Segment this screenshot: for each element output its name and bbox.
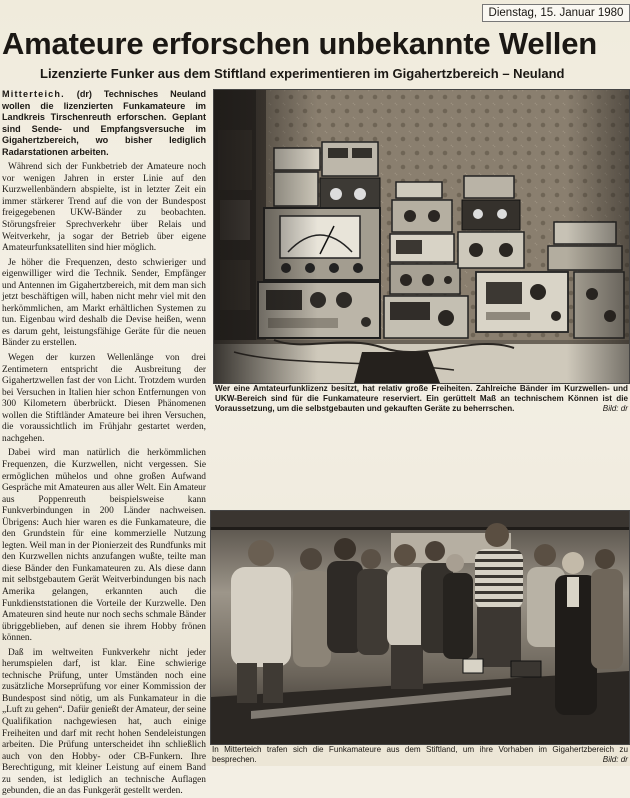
article-column (2, 89, 206, 797)
article-paragraph: Daß im weltweiten Funkverkehr nicht jeder herumspielen darf, ist klar. Eine schwierige technische Prüfung, unter Umständen noch eine zusätzliche Morseprüfung vor einer Kommission der Bundespost sind nötig, um als Funkamateur in die „Luft zu gehen“. Dafür genießt der Amateur, der seine Qualifikation nachgewiesen hat, auch einige Freiheiten und darf mit recht hohen Sendeleistungen arbeiten. Die Prüfung unterscheidet ihn schließlich auch von den Hobby- oder CB-Funkern. Ihre Berechtigung, mit kleiner Leistung auf einem Band zu senden, ist lediglich an technische Auflagen gebunden, die an das Funkgerät gestellt werden. (2, 647, 206, 797)
photo1-credit: Bild: dr (602, 404, 628, 413)
article-paragraph: Während sich der Funkbetrieb der Amateure noch vor wenigen Jahren in erster Linie auf den Kurzwellenbändern abspielte, ist in letzter Zeit ein immer stärkerer Trend auf die von der Bundespost freigegebenen UKW-Bänder zu beobachten. Störungsfreier Sprechverkehr über Relais und Weitverkehr, ja sogar der Betrieb über eigene Amateurfunksatelliten sind hier möglich. (2, 162, 206, 254)
photo2-caption (212, 745, 628, 765)
lead-text: (dr) Technisches Neuland wollen die lizenzierten Funkamateure im Landkreis Tirschenreuth erforschen. Geplant sind Sende- und Empfangsversuche im Gigahertzbereich, wo bisher lediglich Radarstationen arbeiten. (2, 89, 206, 157)
group-photo (210, 510, 630, 745)
article-paragraph: Je höher die Frequenzen, desto schwieriger und eigenwilliger wird die Technik. Sender, Empfänger und Antennen im Gigahertzbereich, mit dem man sich jetzt beschäftigen will, haben nicht mehr viel mit den herkömmlichen, am Markt erhältlichen Systemen zu tun. Eigenbau wird deshalb die Devise heißen, wenn es darum geht, leistungsfähige Geräte für die neuen Bänder zu erstellen. (2, 257, 206, 349)
headline: Amateure erforschen unbekannte Wellen (2, 26, 597, 61)
article-paragraph: Wegen der kurzen Wellenlänge von drei Zentimetern entspricht die Ausbreitung der Gigahertzwellen fast der von Licht. Trotzdem wurden bei Versuchen in Italien hier schon Entfernungen von 300 Kilometern überbrückt. Diesen Phänomenen wollen die Stiftländer Amateure bei ihren Versuchen, die voraussichtlich im Frühjahr gestartet werden, nachgehen. (2, 353, 206, 444)
article-lead (2, 89, 206, 158)
photo2-caption-text: In Mitterteich trafen sich die Funkamateure aus dem Stiftland, um ihre Vorhaben im Gigahertzbereich zu besprechen. (212, 745, 628, 764)
date-box: Dienstag, 15. Januar 1980 (482, 4, 630, 22)
photo1-caption-text: Wer eine Amtateurfunklizenz besitzt, hat relativ große Freiheiten. Zahlreiche Bänder im Kurzwellen- und UKW-Bereich sind für die Funkamateure reserviert. Ein gerüttelt Maß an technischem Können ist die Voraussetzung, um die selbstgebauten und gekauften Geräte zu beherrschen. (215, 384, 628, 413)
radio-equipment-photo (213, 89, 630, 384)
subheadline: Lizenzierte Funker aus dem Stiftland experimentieren im Gigahertzbereich – Neuland (40, 66, 565, 81)
photo2-credit: Bild: dr (602, 755, 628, 764)
article-paragraph: Dabei wird man natürlich die herkömmlichen Frequenzen, die Kurzwellen, nicht vergessen. Sie ermöglichen mühelos und ohne großen Aufwand Gespräche mit Amateuren aus aller Welt. Ein Amateur aus Poppenreuth beispielsweise kann Funkverbindungen in 200 Länder nachweisen. Übrigens: Auch hier waren es die Funkamateure, die den Grundstein für eine kommerzielle Nutzung legten. Weil man in der Pionierzeit des Rundfunks mit den Kurzwellen nichts anzufangen wußte, teilte man diese Bänder den Funkamateuren zu. Als diese dann mit selbstgebautem Gerät Weitverbindungen bis nach Amerika gelangen, erkannten auch die Funkdienststationen die Vorteile der Kurzwelle. Den Amateuren sind heute nur noch sechs schmale Bänder übriggeblieben, auf denen sie ihrem Hobby frönen können. (2, 448, 206, 644)
dateline-place: Mitterteich. (2, 89, 65, 99)
photo1-caption (215, 384, 628, 414)
